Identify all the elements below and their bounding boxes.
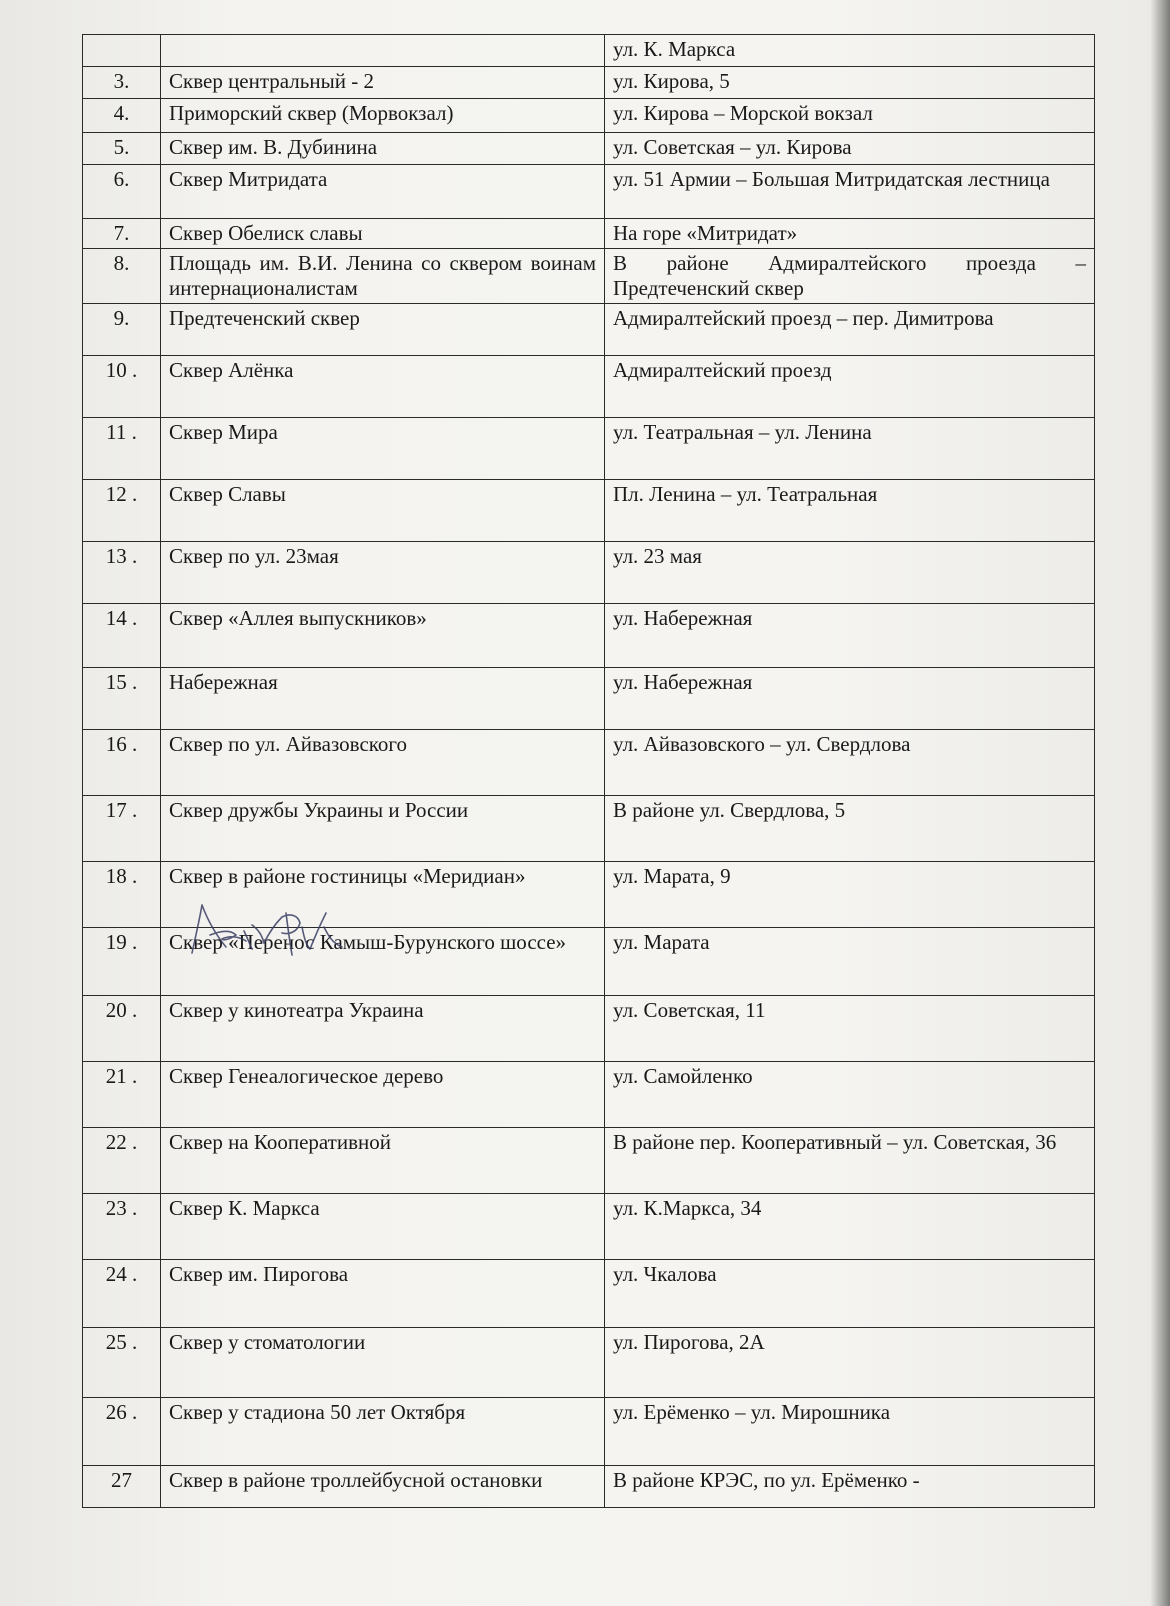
row-number: 25 . bbox=[83, 1327, 161, 1397]
row-number: 22 . bbox=[83, 1127, 161, 1193]
park-address: ул. Кирова – Морской вокзал bbox=[605, 99, 1095, 133]
park-address: ул. Кирова, 5 bbox=[605, 67, 1095, 99]
row-number: 12 . bbox=[83, 479, 161, 541]
park-address: ул. К. Маркса bbox=[605, 35, 1095, 67]
table-row bbox=[83, 249, 1095, 303]
scan-edge-shadow bbox=[1150, 0, 1170, 1606]
park-name bbox=[161, 35, 605, 67]
table-row bbox=[83, 303, 1095, 355]
table-row bbox=[83, 995, 1095, 1061]
park-address: ул. Айвазовского – ул. Свердлова bbox=[605, 729, 1095, 795]
table-row bbox=[83, 1061, 1095, 1127]
park-address: ул. Самойленко bbox=[605, 1061, 1095, 1127]
row-number: 13 . bbox=[83, 541, 161, 603]
row-number: 24 . bbox=[83, 1259, 161, 1327]
row-number: 9. bbox=[83, 303, 161, 355]
park-address: Адмиралтейский проезд – пер. Димитрова bbox=[605, 303, 1095, 355]
table-row bbox=[83, 355, 1095, 417]
park-name: Площадь им. В.И. Ленина со сквером воинам интернационалистам bbox=[161, 249, 605, 303]
row-number: 27 bbox=[83, 1465, 161, 1507]
park-address: ул. Ерёменко – ул. Мирошника bbox=[605, 1397, 1095, 1465]
park-name: Сквер «Аллея выпускников» bbox=[161, 603, 605, 667]
row-number: 20 . bbox=[83, 995, 161, 1061]
table-row bbox=[83, 861, 1095, 927]
park-name: Сквер в районе гостиницы «Меридиан» bbox=[161, 861, 605, 927]
park-name: Сквер на Кооперативной bbox=[161, 1127, 605, 1193]
row-number: 7. bbox=[83, 219, 161, 249]
park-address: ул. Театральная – ул. Ленина bbox=[605, 417, 1095, 479]
park-address: ул. Пирогова, 2А bbox=[605, 1327, 1095, 1397]
row-number: 16 . bbox=[83, 729, 161, 795]
park-address: ул. Советская – ул. Кирова bbox=[605, 133, 1095, 165]
park-name: Сквер у кинотеатра Украина bbox=[161, 995, 605, 1061]
row-number bbox=[83, 35, 161, 67]
park-address: ул. Советская, 11 bbox=[605, 995, 1095, 1061]
park-name: Сквер дружбы Украины и России bbox=[161, 795, 605, 861]
row-number: 23 . bbox=[83, 1193, 161, 1259]
park-name: Набережная bbox=[161, 667, 605, 729]
table-row bbox=[83, 417, 1095, 479]
table-row bbox=[83, 603, 1095, 667]
park-name: Сквер Мира bbox=[161, 417, 605, 479]
parks-table bbox=[82, 34, 1095, 1508]
park-address: На горе «Митридат» bbox=[605, 219, 1095, 249]
row-number: 19 . bbox=[83, 927, 161, 995]
row-number: 6. bbox=[83, 165, 161, 219]
park-name: Сквер К. Маркса bbox=[161, 1193, 605, 1259]
table-row bbox=[83, 99, 1095, 133]
row-number: 18 . bbox=[83, 861, 161, 927]
park-address: ул. Набережная bbox=[605, 667, 1095, 729]
row-number: 5. bbox=[83, 133, 161, 165]
row-number: 3. bbox=[83, 67, 161, 99]
park-address: ул. Набережная bbox=[605, 603, 1095, 667]
park-address: В районе пер. Кооперативный – ул. Советская, 36 bbox=[605, 1127, 1095, 1193]
row-number: 10 . bbox=[83, 355, 161, 417]
park-name: Сквер у стоматологии bbox=[161, 1327, 605, 1397]
park-name: Сквер им. В. Дубинина bbox=[161, 133, 605, 165]
park-address: ул. Марата bbox=[605, 927, 1095, 995]
table-row bbox=[83, 67, 1095, 99]
table-row bbox=[83, 1397, 1095, 1465]
park-name: Сквер «Перенос Камыш-Бурунского шоссе» bbox=[161, 927, 605, 995]
table-row bbox=[83, 1127, 1095, 1193]
park-name: Предтеченский сквер bbox=[161, 303, 605, 355]
table-row bbox=[83, 1327, 1095, 1397]
row-number: 15 . bbox=[83, 667, 161, 729]
park-name: Сквер Митридата bbox=[161, 165, 605, 219]
park-address: Пл. Ленина – ул. Театральная bbox=[605, 479, 1095, 541]
park-name: Сквер по ул. 23мая bbox=[161, 541, 605, 603]
row-number: 14 . bbox=[83, 603, 161, 667]
table-row bbox=[83, 541, 1095, 603]
table-row bbox=[83, 927, 1095, 995]
park-name: Сквер Генеалогическое дерево bbox=[161, 1061, 605, 1127]
park-name: Сквер по ул. Айвазовского bbox=[161, 729, 605, 795]
table-row bbox=[83, 1259, 1095, 1327]
table-row bbox=[83, 479, 1095, 541]
row-number: 26 . bbox=[83, 1397, 161, 1465]
table-row bbox=[83, 667, 1095, 729]
row-number: 8. bbox=[83, 249, 161, 303]
park-address: ул. 51 Армии – Большая Митридатская лестница bbox=[605, 165, 1095, 219]
park-name: Сквер им. Пирогова bbox=[161, 1259, 605, 1327]
park-name: Сквер в районе троллейбусной остановки bbox=[161, 1465, 605, 1507]
park-address: ул. Марата, 9 bbox=[605, 861, 1095, 927]
table-row bbox=[83, 35, 1095, 67]
park-address: В районе Адмиралтейского проезда – Предтеченский сквер bbox=[605, 249, 1095, 303]
park-name: Приморский сквер (Морвокзал) bbox=[161, 99, 605, 133]
park-name: Сквер Обелиск славы bbox=[161, 219, 605, 249]
table-row bbox=[83, 795, 1095, 861]
park-address: ул. К.Маркса, 34 bbox=[605, 1193, 1095, 1259]
table-row bbox=[83, 1465, 1095, 1507]
park-name: Сквер Славы bbox=[161, 479, 605, 541]
park-name: Сквер Алёнка bbox=[161, 355, 605, 417]
table-row bbox=[83, 165, 1095, 219]
park-name: Сквер у стадиона 50 лет Октября bbox=[161, 1397, 605, 1465]
park-address: Адмиралтейский проезд bbox=[605, 355, 1095, 417]
park-address: ул. Чкалова bbox=[605, 1259, 1095, 1327]
row-number: 11 . bbox=[83, 417, 161, 479]
park-name: Сквер центральный - 2 bbox=[161, 67, 605, 99]
table-row bbox=[83, 219, 1095, 249]
park-address: ул. 23 мая bbox=[605, 541, 1095, 603]
table-row bbox=[83, 729, 1095, 795]
parks-table-body bbox=[83, 35, 1095, 1508]
table-row bbox=[83, 133, 1095, 165]
row-number: 17 . bbox=[83, 795, 161, 861]
park-address: В районе ул. Свердлова, 5 bbox=[605, 795, 1095, 861]
park-address: В районе КРЭС, по ул. Ерёменко - bbox=[605, 1465, 1095, 1507]
row-number: 21 . bbox=[83, 1061, 161, 1127]
table-row bbox=[83, 1193, 1095, 1259]
row-number: 4. bbox=[83, 99, 161, 133]
